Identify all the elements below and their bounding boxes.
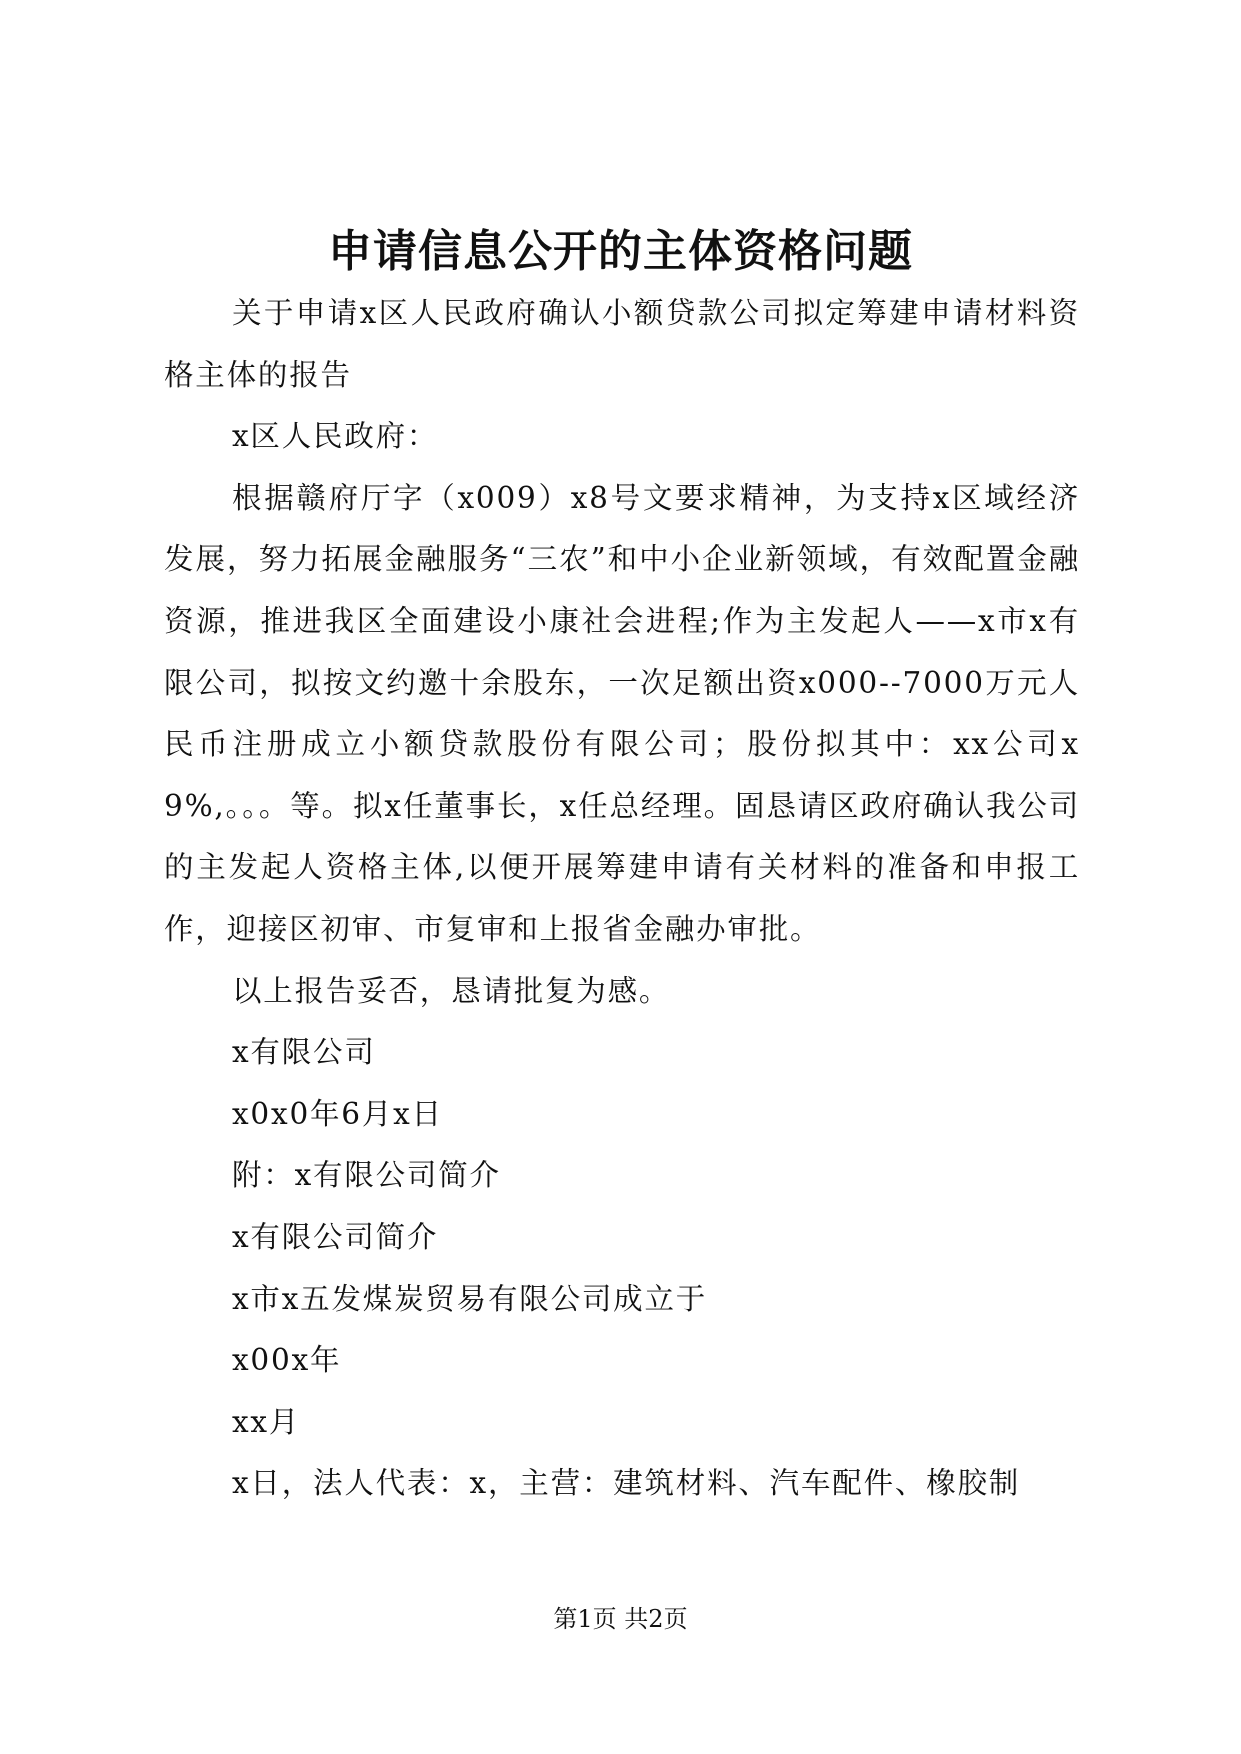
company-founded-line: x市x五发煤炭贸易有限公司成立于 [232, 1281, 708, 1316]
date-line: x0x0年6月x日 [232, 1096, 443, 1131]
closing-request-line: 以上报告妥否，恳请批复为感。 [232, 973, 671, 1008]
attachment-line: 附：x有限公司简介 [232, 1158, 501, 1193]
founded-month-line: xx月 [232, 1404, 301, 1439]
document-title: 申请信息公开的主体资格问题 [328, 226, 913, 277]
main-request-paragraph: 根据赣府厅字（x009）x8号文要求精神，为支持x区域经济发展，努力拓展金融服务“三农”和中小企业新领域，有效配置金融资源，推进我区全面建设小康社会进程;作为主发起人——x市x有限公司，拟按文约邀十余股东，一次足额出资x000--7000万元人民币注册成立小额贷款股份有限公司；股份拟其中：xx公司x9%,。。。等。拟x任董事长，x任总经理。固恳请区政府确认我公司的主发起人资格主体,以便开展筹建申请有关材料的准备和申报工作，迎接区初审、市复审和上报省金融办审批。 [164, 480, 1080, 946]
company-profile-title: x有限公司简介 [232, 1219, 439, 1254]
recipient-line: x区人民政府： [232, 419, 439, 454]
document-body [164, 283, 1080, 1515]
company-signature-line: x有限公司 [232, 1035, 376, 1070]
report-subject-paragraph: 关于申请x区人民政府确认小额贷款公司拟定筹建申请材料资格主体的报告 [164, 296, 1080, 392]
founded-year-line: x00x年 [232, 1343, 342, 1378]
page-footer: 第1页 共2页 [553, 1605, 688, 1633]
business-scope-line: x日，法人代表：x，主营：建筑材料、汽车配件、橡胶制 [232, 1466, 1021, 1501]
